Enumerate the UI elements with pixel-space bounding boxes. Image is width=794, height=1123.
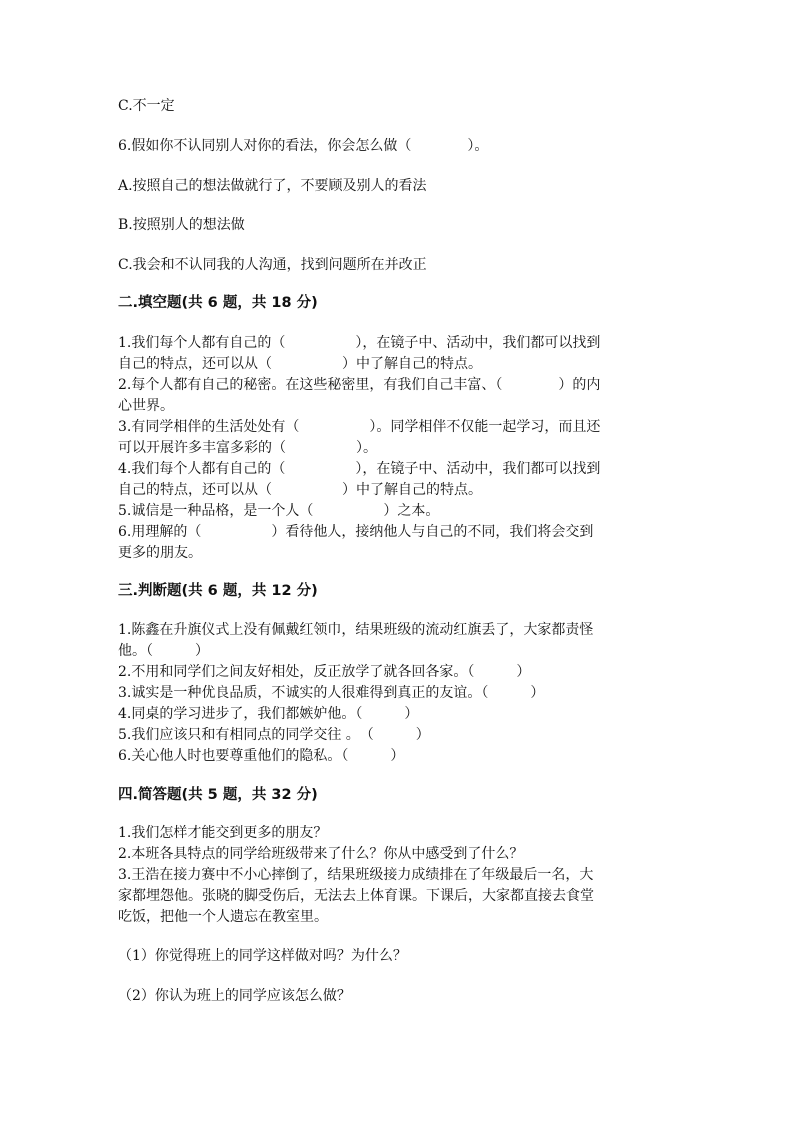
section2-line: 自己的特点，还可以从（ ）中了解自己的特点。 bbox=[118, 356, 482, 372]
section2-questions bbox=[118, 333, 678, 564]
section2-title: 二.填空题(共 6 题，共 18 分) bbox=[118, 295, 318, 311]
q5-option-c: C.不一定 bbox=[118, 98, 175, 114]
section2-line: 3.有同学相伴的生活处处有（ ）。同学相伴不仅能一起学习，而且还 bbox=[118, 419, 601, 435]
section3-line: 3.诚实是一种优良品质，不诚实的人很难得到真正的友谊。（ ） bbox=[118, 685, 545, 701]
section4-line: 3.王浩在接力赛中不小心摔倒了，结果班级接力成绩排在了年级最后一名，大 bbox=[118, 867, 594, 883]
section4-line: 家都埋怨他。张晓的脚受伤后，无法去上体育课。下课后，大家都直接去食堂 bbox=[118, 888, 594, 904]
section3-questions bbox=[118, 620, 678, 767]
q6-option-a: A.按照自己的想法做就行了，不要顾及别人的看法 bbox=[118, 178, 427, 194]
q6-option-c: C.我会和不认同我的人沟通，找到问题所在并改正 bbox=[118, 257, 427, 273]
q6-option-b: B.按照别人的想法做 bbox=[118, 217, 245, 233]
section3-line: 4.同桌的学习进步了，我们都嫉妒他。（ ） bbox=[118, 706, 419, 722]
section2-line: 1.我们每个人都有自己的（ ），在镜子中、活动中，我们都可以找到 bbox=[118, 335, 601, 351]
section3-line: 5.我们应该只和有相同点的同学交往 。 （ ） bbox=[118, 727, 430, 743]
section4-title: 四.简答题(共 5 题，共 32 分) bbox=[118, 787, 318, 803]
section4-line: 2.本班各具特点的同学给班级带来了什么？你从中感受到了什么？ bbox=[118, 846, 524, 862]
section3-line: 6.关心他人时也要尊重他们的隐私。（ ） bbox=[118, 748, 405, 764]
section3-title: 三.判断题(共 6 题，共 12 分) bbox=[118, 583, 318, 599]
section4-line: 吃饭，把他一个人遗忘在教室里。 bbox=[118, 909, 328, 925]
section3-line: 2.不用和同学们之间友好相处，反正放学了就各回各家。（ ） bbox=[118, 664, 531, 680]
section2-line: 心世界。 bbox=[118, 398, 174, 414]
section2-line: 2.每个人都有自己的秘密。在这些秘密里，有我们自己丰富、（ ）的内 bbox=[118, 377, 601, 393]
section4-sub-question-1: （1）你觉得班上的同学这样做对吗？为什么？ bbox=[118, 948, 407, 964]
section2-line: 5.诚信是一种品格，是一个人（ ）之本。 bbox=[118, 503, 440, 519]
section2-line: 4.我们每个人都有自己的（ ），在镜子中、活动中，我们都可以找到 bbox=[118, 461, 601, 477]
section3-line: 他。（ ） bbox=[118, 643, 209, 659]
section4-questions bbox=[118, 823, 678, 928]
section4-line: 1.我们怎样才能交到更多的朋友？ bbox=[118, 825, 328, 841]
section2-line: 可以开展许多丰富多彩的（ ）。 bbox=[118, 440, 377, 456]
section3-line: 1.陈鑫在升旗仪式上没有佩戴红领巾，结果班级的流动红旗丢了，大家都责怪 bbox=[118, 622, 594, 638]
q6-stem: 6.假如你不认同别人对你的看法，你会怎么做（ ）。 bbox=[118, 138, 489, 154]
section2-line: 更多的朋友。 bbox=[118, 545, 202, 561]
section2-line: 自己的特点，还可以从（ ）中了解自己的特点。 bbox=[118, 482, 482, 498]
section4-sub-question-2: （2）你认为班上的同学应该怎么做？ bbox=[118, 988, 351, 1004]
section2-line: 6.用理解的（ ）看待他人，接纳他人与自己的不同，我们将会交到 bbox=[118, 524, 594, 540]
